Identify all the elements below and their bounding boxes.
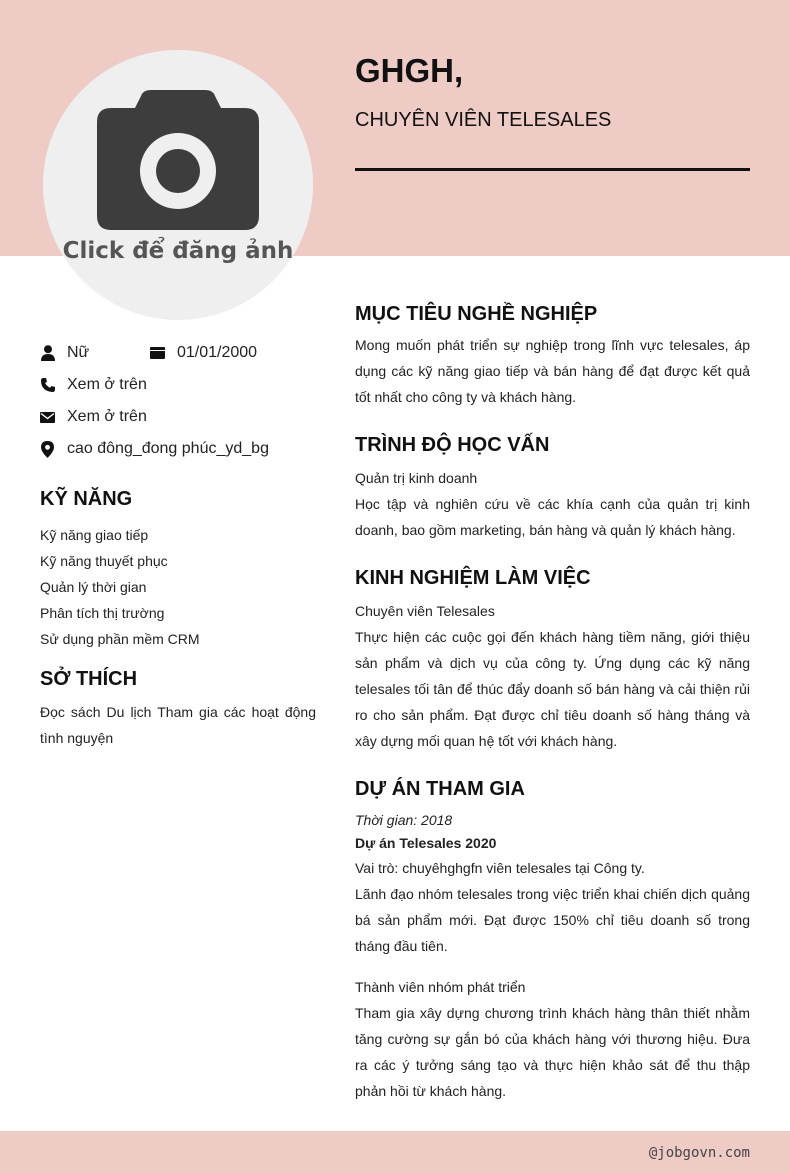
location-pin-icon — [40, 441, 55, 457]
education-text: Học tập và nghiên cứu về các khía cạnh của quản trị kinh doanh, bao gồm marketing, bán hàng và quản lý khách hàng. — [355, 496, 750, 538]
objective-title: MỤC TIÊU NGHỀ NGHIỆP — [355, 303, 598, 325]
experience-position: Chuyên viên Telesales — [355, 603, 495, 619]
email-row — [40, 407, 147, 427]
birthday-row — [150, 343, 257, 363]
phone-value: Xem ở trên — [67, 376, 147, 393]
person-icon — [40, 345, 55, 361]
experience-text: Thực hiện các cuộc gọi đến khách hàng tiềm năng, giới thiệu sản phẩm và dịch vụ của công ty. Ứng dụng các kỹ năng telesales tối tân để thúc đẩy doanh số bán hàng và cải thiện rủi ro cho sản phẩm. Đạt được chỉ tiêu doanh số hàng tháng và xây dựng mối quan hệ tốt với khách hàng. — [355, 629, 750, 749]
education-major: Quản trị kinh doanh — [355, 470, 478, 486]
skill-item: Kỹ năng giao tiếp — [40, 527, 149, 543]
phone-icon — [40, 377, 55, 393]
project-text: Lãnh đạo nhóm telesales trong việc triển khai chiến dịch quảng bá sản phẩm mới. Đạt được 150% chỉ tiêu doanh số trong tháng đầu tiên. — [355, 886, 750, 954]
gender-value: Nữ — [67, 344, 90, 361]
camera-icon — [97, 90, 259, 232]
experience-title: KINH NGHIỆM LÀM VIỆC — [355, 567, 591, 589]
project-role: Vai trò: chuyêhghgfn viên telesales tại Công ty. — [355, 860, 645, 876]
address-row — [40, 439, 269, 459]
project-period: Thời gian: 2018 — [355, 812, 453, 828]
projects-title: DỰ ÁN THAM GIA — [355, 778, 525, 800]
address-value: cao đông_đong phúc_yd_bg — [67, 440, 269, 457]
gender-row — [40, 343, 89, 363]
skill-item: Kỹ năng thuyết phục — [40, 553, 168, 569]
hobbies-text: Đọc sách Du lịch Tham gia các hoạt động tình nguyện — [40, 704, 316, 746]
photo-upload[interactable] — [43, 50, 313, 320]
job-title: CHUYÊN VIÊN TELESALES — [355, 109, 612, 131]
footer-watermark: @jobgovn.com — [648, 1145, 750, 1161]
calendar-icon — [150, 345, 165, 361]
phone-row — [40, 375, 147, 395]
skills-title: KỸ NĂNG — [40, 488, 133, 510]
email-value: Xem ở trên — [67, 408, 147, 425]
project-text-2: Tham gia xây dựng chương trình khách hàng thân thiết nhằm tăng cường sự gắn bó của khách hàng với thương hiệu. Đưa ra các ý tưởng sáng tạo và thực hiện khảo sát để thu thập phản hồi từ khách hàng. — [355, 1005, 750, 1099]
objective-text: Mong muốn phát triển sự nghiệp trong lĩnh vực telesales, áp dụng các kỹ năng giao tiếp và bán hàng để đạt được kết quả tốt nhất cho công ty và khách hàng. — [355, 337, 750, 405]
education-title: TRÌNH ĐỘ HỌC VẤN — [355, 434, 550, 456]
title-divider — [355, 168, 750, 171]
skill-item: Sử dụng phần mềm CRM — [40, 631, 200, 647]
envelope-icon — [40, 409, 55, 425]
candidate-name: GHGH, — [355, 52, 464, 89]
birthday-value: 01/01/2000 — [177, 344, 258, 361]
project-name: Dự án Telesales 2020 — [355, 835, 497, 851]
project-role-2: Thành viên nhóm phát triển — [355, 979, 526, 995]
hobbies-title: SỞ THÍCH — [40, 668, 138, 690]
skills-list — [40, 522, 316, 652]
skill-item: Quản lý thời gian — [40, 579, 147, 595]
skill-item: Phân tích thị trường — [40, 605, 165, 621]
photo-caption: Click để đăng ảnh — [62, 238, 294, 264]
